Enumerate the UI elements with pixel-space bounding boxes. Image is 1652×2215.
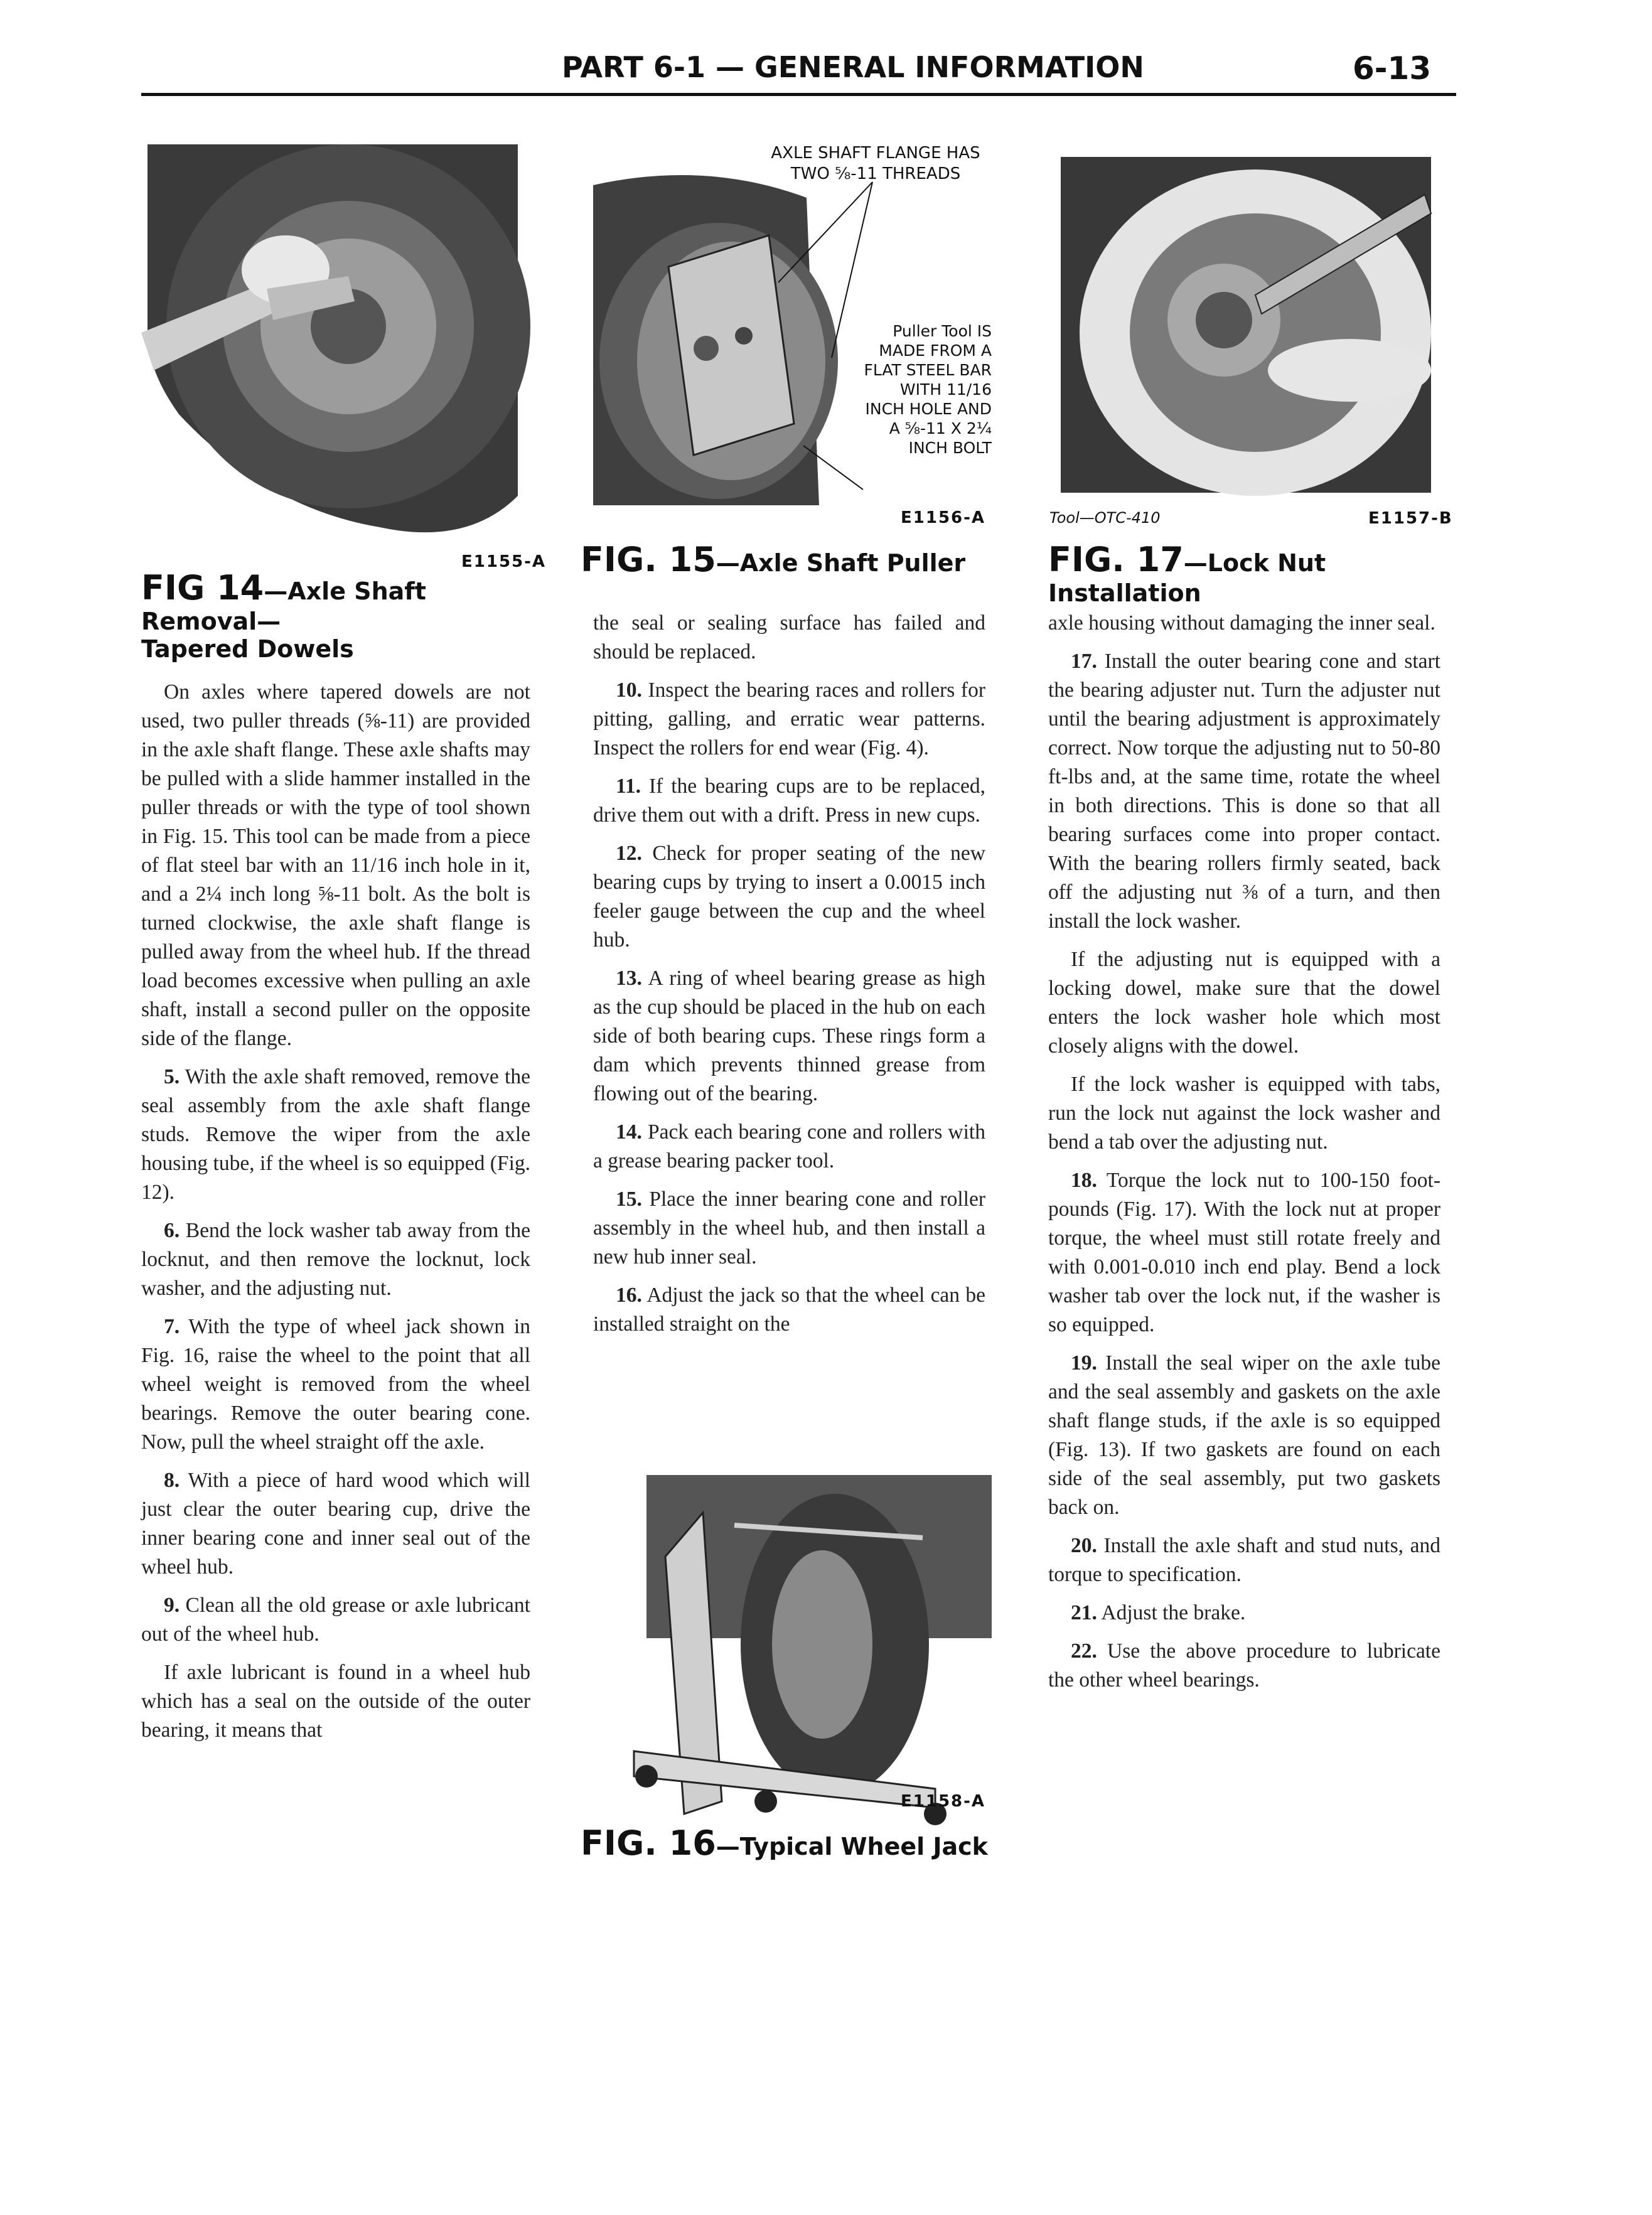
fig16-caption (581, 1823, 989, 1863)
step-number: 9. (164, 1594, 180, 1617)
column-2 (593, 609, 985, 1348)
col3-paragraph-a: If the adjusting nut is equipped with a locking dowel, make sure that the dowel enters the lock washer hole which most closely aligns with the dowel. (1048, 948, 1440, 1058)
step-text: Install the axle shaft and stud nuts, and torque to specification. (1048, 1534, 1440, 1586)
col3-step-19 (1048, 1349, 1440, 1522)
col2-step-13 (593, 964, 985, 1108)
col1-step-7 (141, 1312, 530, 1457)
fig16-caption-text: —Typical Wheel Jack (716, 1833, 988, 1860)
fig15-caption (581, 540, 989, 579)
col2-step-14 (593, 1118, 985, 1176)
fig16-caption-fig: FIG. 16 (581, 1823, 716, 1863)
step-text: A ring of wheel bearing grease as high as the cup should be placed in the hub on each side of both bearing cups. These rings form a dam which prevents thinned grease from flowing out of the bearing. (593, 967, 985, 1105)
col2-continuation: the seal or sealing surface has failed and should be replaced. (593, 611, 985, 663)
step-number: 11. (616, 775, 641, 798)
step-number: 5. (164, 1065, 180, 1088)
col2-step-11 (593, 772, 985, 830)
step-number: 7. (164, 1315, 180, 1338)
column-1 (141, 678, 530, 1754)
fig17-tool-label: Tool—OTC-410 (1049, 509, 1161, 527)
step-text: With the type of wheel jack shown in Fig. 16, raise the wheel to the point that all wheel weight is removed from the wheel bearings. Remove the outer bearing cone. Now, pull the wheel straight off the axle. (141, 1315, 530, 1454)
col3-step-21 (1048, 1599, 1440, 1628)
step-number: 8. (164, 1469, 180, 1492)
col1-step-6 (141, 1216, 530, 1303)
fig17-code: E1157-B (1368, 509, 1453, 528)
header-rule (141, 93, 1456, 96)
fig15-caption-text: —Axle Shaft Puller (716, 549, 966, 577)
step-text: Check for proper seating of the new bearing cups by trying to insert a 0.0015 inch feeler gauge between the cup and the wheel hub. (593, 842, 985, 952)
step-text: Adjust the jack so that the wheel can be installed straight on the (593, 1284, 985, 1336)
step-text: Clean all the old grease or axle lubricant out of the wheel hub. (141, 1594, 530, 1646)
fig17-caption-text: —Lock Nut Installation (1048, 549, 1326, 607)
step-text: Use the above procedure to lubricate the other wheel bearings. (1048, 1639, 1440, 1692)
fig14-photo (141, 144, 530, 537)
fig15-leader-lines (753, 176, 1004, 527)
step-text: Torque the lock nut to 100-150 foot-pounds (Fig. 17). With the lock nut at proper torque, the wheel must still rotate freely and with 0.001-0.010 inch end play. Bend a lock washer tab over the lock nut, if the washer is so equipped. (1048, 1169, 1440, 1336)
col2-step-12 (593, 839, 985, 955)
fig17-caption (1048, 540, 1456, 607)
step-number: 12. (616, 842, 642, 865)
step-number: 6. (164, 1219, 180, 1242)
col2-step-15 (593, 1185, 985, 1272)
step-number: 13. (616, 967, 642, 990)
fig14-caption-fig: FIG 14 (141, 568, 264, 608)
col1-step-8 (141, 1466, 530, 1582)
page-number: 6-13 (1353, 50, 1432, 87)
step-number: 14. (616, 1120, 642, 1144)
fig14-caption (141, 568, 530, 663)
step-number: 10. (616, 678, 642, 702)
fig15-caption-fig: FIG. 15 (581, 540, 716, 579)
step-number: 18. (1071, 1169, 1097, 1192)
col3-continuation: axle housing without damaging the inner seal. (1048, 611, 1435, 635)
fig17-photo (1048, 144, 1450, 505)
step-text: Inspect the bearing races and rollers for pitting, galling, and erratic wear patterns. Inspect the rollers for end wear (Fig. 4). (593, 678, 985, 759)
step-number: 22. (1071, 1639, 1097, 1663)
column-3 (1048, 609, 1440, 1704)
fig15-callout-side: Puller Tool IS MADE FROM A FLAT STEEL BAR WITH 11/16 INCH HOLE AND A ⅝-11 X 2¼ INCH BOLT (864, 322, 992, 457)
fig16-code: E1158-A (901, 1792, 986, 1811)
step-text: Pack each bearing cone and rollers with a grease bearing packer tool. (593, 1120, 985, 1172)
col2-step-10 (593, 676, 985, 763)
col1-paragraph-end: If axle lubricant is found in a wheel hub which has a seal on the outside of the outer bearing, it means that (141, 1661, 530, 1742)
col1-paragraph: On axles where tapered dowels are not used, two puller threads (⅝-11) are provided in the axle shaft flange. These axle shafts may be pulled with a slide hammer installed in the puller threads or with the type of tool shown in Fig. 15. This tool can be made from a piece of flat steel bar with an 11/16 inch hole in it, and a 2¼ inch long ⅝-11 bolt. As the bolt is turned clockwise, the axle shaft flange is pulled away from the wheel hub. If the thread load becomes excessive when pulling an axle shaft, install a second puller on the opposite side of the flange. (141, 680, 530, 1050)
step-number: 15. (616, 1188, 642, 1211)
step-text: Install the seal wiper on the axle tube and the seal assembly and gaskets on the axle shaft flange studs, if the axle is so equipped (Fig. 13). If two gaskets are found on each side of the seal assembly, put two gaskets back on. (1048, 1351, 1440, 1519)
step-text: With a piece of hard wood which will just clear the outer bearing cup, drive the inner bearing cone and inner seal out of the wheel hub. (141, 1469, 530, 1579)
col1-step-5 (141, 1063, 530, 1207)
step-text: Place the inner bearing cone and roller assembly in the wheel hub, and then install a new hub inner seal. (593, 1188, 985, 1268)
step-text: If the bearing cups are to be replaced, drive them out with a drift. Press in new cups. (593, 775, 985, 827)
col1-step-9 (141, 1591, 530, 1649)
step-number: 16. (616, 1284, 642, 1307)
col3-step-17 (1048, 647, 1440, 936)
fig14-caption-text: —Axle Shaft Removal— (141, 577, 426, 635)
step-text: Adjust the brake. (1097, 1601, 1246, 1624)
step-text: Install the outer bearing cone and start the bearing adjuster nut. Turn the adjuster nut until the bearing adjustment is approximately correct. Now torque the adjusting nut to 50-80 ft-lbs and, at the same time, rotate the wheel in both directions. This is done so that all bearing surfaces come into proper contact. With the bearing rollers firmly seated, back off the adjusting nut ⅜ of a turn, and then install the lock washer. (1048, 650, 1440, 933)
col3-step-22 (1048, 1637, 1440, 1695)
col3-paragraph-b: If the lock washer is equipped with tabs, run the lock nut against the lock washer and bend a tab over the adjusting nut. (1048, 1073, 1440, 1154)
fig14-code: E1155-A (461, 552, 547, 571)
step-number: 17. (1071, 650, 1097, 673)
step-text: With the axle shaft removed, remove the seal assembly from the axle shaft flange studs. Remove the wiper from the axle housing tube, if the wheel is so equipped (Fig. 12). (141, 1065, 530, 1204)
fig17-caption-fig: FIG. 17 (1048, 540, 1184, 579)
col3-step-20 (1048, 1531, 1440, 1589)
col2-step-16 (593, 1281, 985, 1339)
col3-step-18 (1048, 1166, 1440, 1339)
fig15-callout-top: AXLE SHAFT FLANGE HAS TWO ⅝-11 THREADS (771, 144, 980, 183)
step-number: 19. (1071, 1351, 1097, 1375)
step-text: Bend the lock washer tab away from the locknut, and then remove the locknut, lock washer, and the adjusting nut. (141, 1219, 530, 1300)
fig14-caption-text2: Tapered Dowels (141, 635, 354, 663)
fig15-code: E1156-A (901, 508, 986, 527)
part-title: PART 6-1 — GENERAL INFORMATION (562, 50, 1144, 84)
step-number: 21. (1071, 1601, 1097, 1624)
step-number: 20. (1071, 1534, 1097, 1557)
